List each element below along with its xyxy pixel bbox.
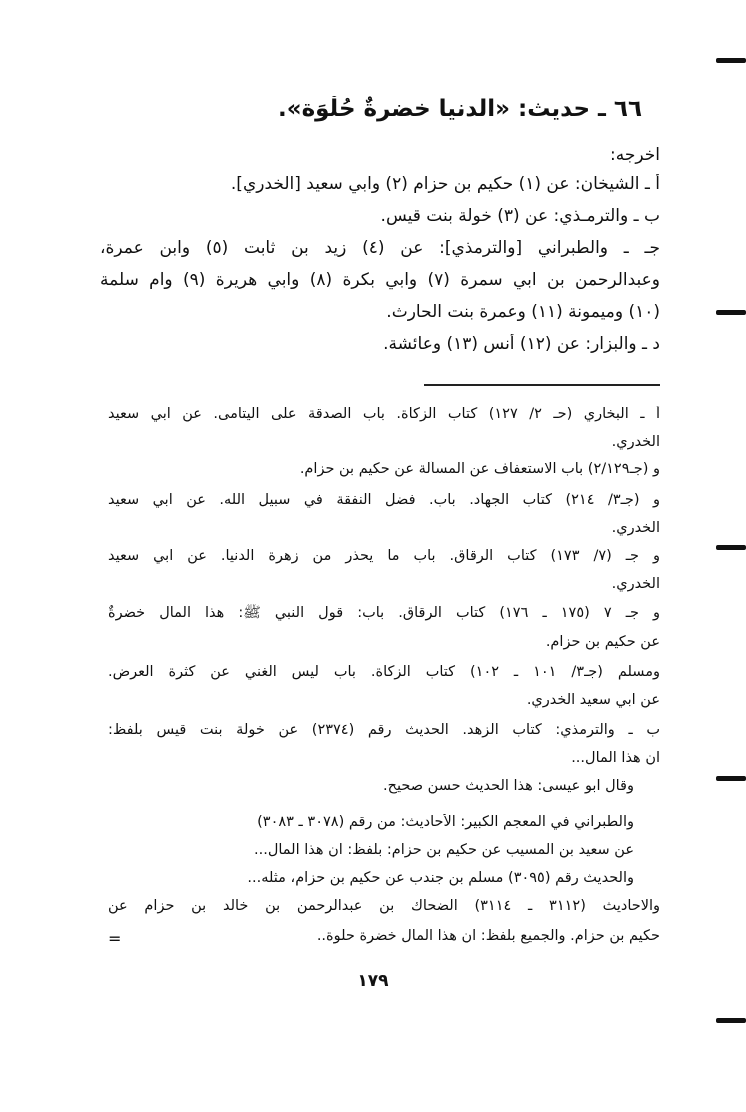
footnote-line: ان هذا المال...: [571, 750, 660, 766]
footnote-line: عن ابي سعيد الخدري.: [526, 692, 660, 708]
page-edge-mark: [716, 545, 746, 550]
page-number: ١٧٩: [357, 971, 389, 991]
footnote-line: أ ـ البخاري (حـ ٢/ ١٢٧) كتاب الزكاة. باب الصدقة على اليتامى. عن ابي سعيد: [108, 406, 660, 422]
footnote-line: ب ـ والترمذي: كتاب الزهد. الحديث رقم (٢٣٧٤) عن خولة بنت قيس بلفظ:: [108, 722, 660, 738]
takhrij-line: د ـ والبزار: عن (١٢) أنس (١٣) وعائشة.: [383, 334, 660, 354]
takhrij-intro: اخرجه:: [610, 145, 660, 165]
footnote-line: عن سعيد بن المسيب عن حكيم بن حزام: بلفظ: ان هذا المال...: [254, 842, 634, 858]
footnote-line: و (جـ٢/١٢٩) باب الاستعفاف عن المسألة عن حكيم بن حزام.: [299, 461, 660, 477]
footnote-line: والطبراني في المعجم الكبير: الأحاديث: من رقم (٣٠٧٨ ـ ٣٠٨٣): [257, 814, 634, 830]
hadith-title: ٦٦ ـ حديث: «الدنيا خضرةٌ حُلْوَة».: [277, 96, 642, 122]
page-edge-mark: [716, 310, 746, 315]
footnote-line: و جـ ٧ (١٧٥ ـ ١٧٦) كتاب الرقاق. باب: قول النبي ﷺ: هذا المال خضرةٌ: [108, 605, 660, 621]
footnote-line: الخدري.: [611, 520, 660, 536]
page-edge-mark: [716, 58, 746, 63]
takhrij-line: جـ ـ والطبراني [والترمذي]: عن (٤) زيد بن ثابت (٥) وابن عمرة،: [100, 238, 660, 258]
takhrij-line: (١٠) وميمونة (١١) وعمرة بنت الحارث.: [386, 302, 660, 322]
page-edge-mark: [716, 1018, 746, 1023]
footnote-line: عن حكيم بن حزام.: [545, 634, 660, 650]
takhrij-line: وعبدالرحمن بن ابي سمرة (٧) وابي بكرة (٨) وابي هريرة (٩) وام سلمة: [100, 270, 660, 290]
footnote-line: الخدري.: [611, 434, 660, 450]
takhrij-line: ب ـ والترمـذي: عن (٣) خولة بنت قيس.: [380, 206, 660, 226]
footnote-separator: [424, 384, 660, 386]
page-edge-mark: [716, 776, 746, 781]
footnote-line: والحديث رقم (٣٠٩٥) مسلم بن جندب عن حكيم بن حزام، مثله...: [247, 870, 634, 886]
footnote-line: و جـ (٧/ ١٧٣) كتاب الرقاق. باب ما يحذر من زهرة الدنيا. عن ابي سعيد: [108, 548, 660, 564]
footnote-line: الخدري.: [611, 576, 660, 592]
footnote-line: ومسلم (جـ٣/ ١٠١ ـ ١٠٢) كتاب الزكاة. باب ليس الغني عن كثرة العرض.: [108, 664, 660, 680]
footnote-line: حكيم بن حزام. والجميع بلفظ: ان هذا المال خضرة حلوة..: [316, 928, 660, 944]
footnote-line: وقال ابو عيسى: هذا الحديث حسن صحيح.: [383, 778, 634, 794]
continuation-mark: =: [108, 929, 122, 948]
footnote-line: و (جـ٣/ ٢١٤) كتاب الجهاد. باب. فضل النفقة في سبيل الله. عن ابي سعيد: [108, 492, 660, 508]
footnote-line: والاحاديث (٣١١٢ ـ ٣١١٤) الضحاك بن عبدالرحمن بن خالد بن حزام عن: [108, 898, 660, 914]
takhrij-line: أ ـ الشيخان: عن (١) حكيم بن حزام (٢) وابي سعيد [الخدري].: [230, 174, 660, 194]
